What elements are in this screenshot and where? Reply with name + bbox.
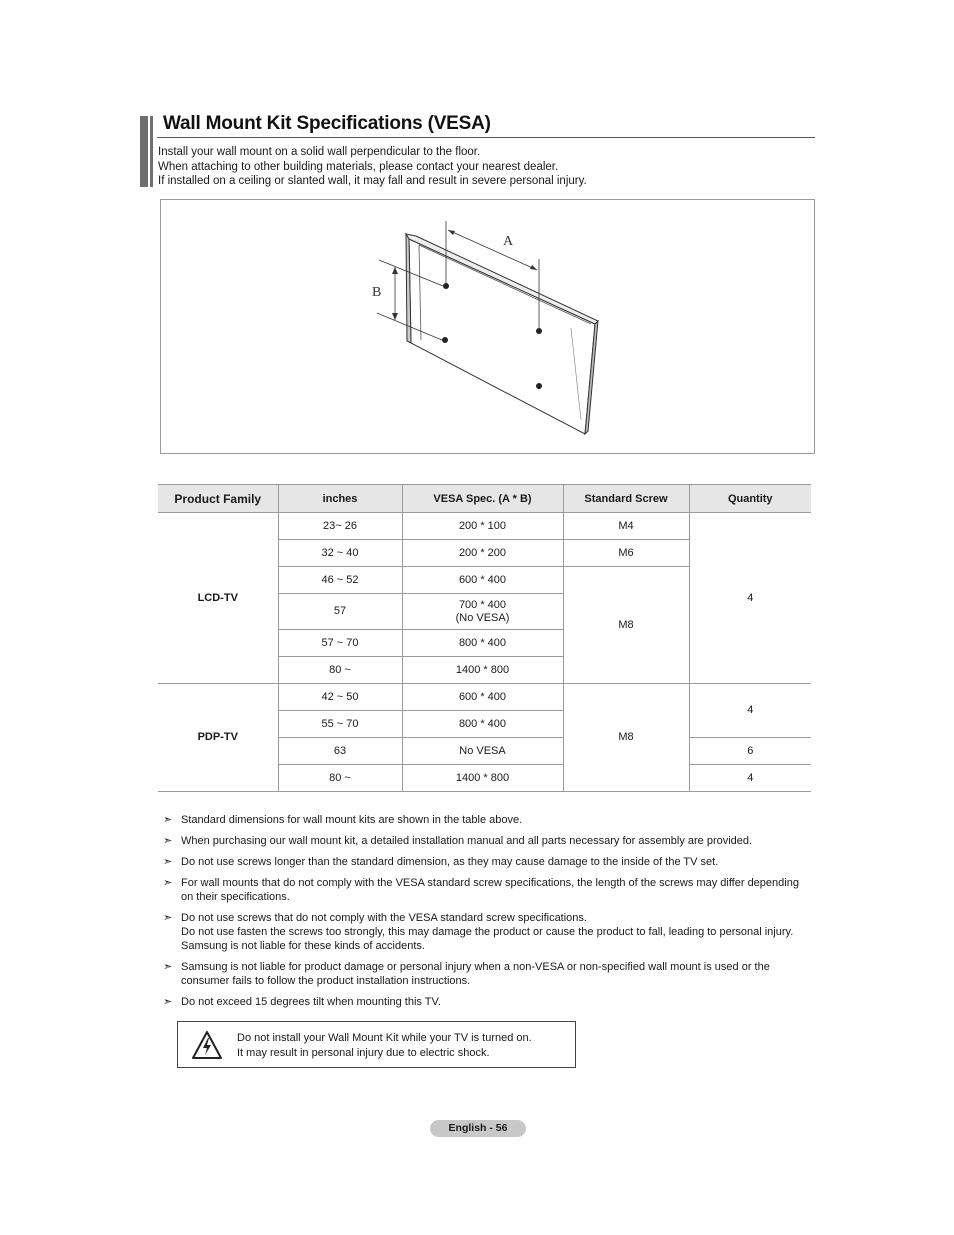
inches-cell: 23~ 26 bbox=[278, 513, 402, 540]
notes-list bbox=[163, 813, 813, 1016]
note-line: Do not use fasten the screws too strongly, this may damage the product or cause the product to fall, leading to personal injury. bbox=[181, 926, 794, 938]
vesa-cell: 1400 * 800 bbox=[402, 765, 563, 792]
note-line: For wall mounts that do not comply with the VESA standard screw specifications, the length of the screws may differ depending on their specifications. bbox=[181, 877, 799, 903]
intro-line: Install your wall mount on a solid wall perpendicular to the floor. bbox=[158, 146, 481, 158]
inches-cell: 57 bbox=[278, 594, 402, 630]
tv-rear-illustration bbox=[161, 200, 814, 453]
dimension-b-label: B bbox=[372, 285, 382, 300]
title-underline bbox=[157, 137, 815, 138]
note-arrow-icon: ➣ bbox=[163, 814, 173, 826]
intro-text bbox=[158, 145, 587, 189]
title-accent-bars bbox=[140, 116, 156, 187]
vesa-cell: 600 * 400 bbox=[402, 567, 563, 594]
family-cell: PDP-TV bbox=[158, 684, 278, 792]
screw-cell: M4 bbox=[563, 513, 689, 540]
page-number-badge: English - 56 bbox=[430, 1120, 526, 1137]
list-item bbox=[163, 960, 813, 988]
table-row bbox=[158, 513, 811, 540]
header-standard-screw: Standard Screw bbox=[563, 485, 689, 513]
note-arrow-icon: ➣ bbox=[163, 961, 173, 973]
dimension-a-arrowhead bbox=[530, 265, 537, 270]
dimension-b-arrowhead bbox=[392, 267, 398, 274]
list-item bbox=[163, 813, 813, 827]
intro-line: If installed on a ceiling or slanted wall, it may fall and result in severe personal injury. bbox=[158, 175, 587, 187]
inches-cell: 57 ~ 70 bbox=[278, 630, 402, 657]
accent-bar-thick bbox=[140, 116, 148, 187]
dimension-b-arrowhead bbox=[392, 313, 398, 320]
inches-cell: 46 ~ 52 bbox=[278, 567, 402, 594]
quantity-cell: 4 bbox=[689, 765, 811, 792]
mount-hole bbox=[536, 383, 542, 389]
quantity-cell: 4 bbox=[689, 513, 811, 684]
list-item bbox=[163, 911, 813, 953]
inches-cell: 42 ~ 50 bbox=[278, 684, 402, 711]
screw-cell: M8 bbox=[563, 684, 689, 792]
note-arrow-icon: ➣ bbox=[163, 856, 173, 868]
intro-line: When attaching to other building materials, please contact your nearest dealer. bbox=[158, 160, 559, 173]
vesa-cell: 800 * 400 bbox=[402, 630, 563, 657]
warning-line: It may result in personal injury due to electric shock. bbox=[237, 1047, 490, 1059]
vesa-cell: No VESA bbox=[402, 738, 563, 765]
note-line: When purchasing our wall mount kit, a detailed installation manual and all parts necessary for assembly are provided. bbox=[181, 835, 753, 847]
table-row bbox=[158, 684, 811, 711]
warning-text bbox=[237, 1031, 532, 1061]
inches-cell: 63 bbox=[278, 738, 402, 765]
inches-cell: 55 ~ 70 bbox=[278, 711, 402, 738]
vesa-cell: 800 * 400 bbox=[402, 711, 563, 738]
dimension-a-label: A bbox=[503, 234, 514, 249]
vesa-cell: 1400 * 800 bbox=[402, 657, 563, 684]
header-vesa-spec: VESA Spec. (A * B) bbox=[402, 485, 563, 513]
inches-cell: 80 ~ bbox=[278, 657, 402, 684]
vesa-cell: 200 * 200 bbox=[402, 540, 563, 567]
warning-box bbox=[177, 1021, 576, 1068]
list-item bbox=[163, 876, 813, 904]
inches-cell: 32 ~ 40 bbox=[278, 540, 402, 567]
quantity-cell: 6 bbox=[689, 738, 811, 765]
family-cell: LCD-TV bbox=[158, 513, 278, 684]
note-arrow-icon: ➣ bbox=[163, 835, 173, 847]
header-inches: inches bbox=[278, 485, 402, 513]
tv-back-panel bbox=[409, 239, 595, 434]
screw-cell: M8 bbox=[563, 567, 689, 684]
note-line: Do not exceed 15 degrees tilt when mounting this TV. bbox=[181, 996, 441, 1008]
dimension-a-arrowhead bbox=[448, 230, 455, 235]
vesa-spec-table bbox=[158, 484, 811, 792]
note-line: Standard dimensions for wall mount kits are shown in the table above. bbox=[181, 814, 523, 826]
table-header-row bbox=[158, 485, 811, 513]
note-arrow-icon: ➣ bbox=[163, 912, 173, 924]
note-line: Samsung is not liable for these kinds of accidents. bbox=[181, 940, 425, 952]
vesa-cell: 600 * 400 bbox=[402, 684, 563, 711]
note-line: Samsung is not liable for product damage or personal injury when a non-VESA or non-specified wall mount is used or the consumer fails to follow the product installation instructions. bbox=[181, 961, 770, 987]
screw-cell: M6 bbox=[563, 540, 689, 567]
warning-line: Do not install your Wall Mount Kit while your TV is turned on. bbox=[237, 1032, 532, 1044]
vesa-cell: 200 * 100 bbox=[402, 513, 563, 540]
accent-bar-thin bbox=[150, 116, 153, 187]
list-item bbox=[163, 855, 813, 869]
inches-cell: 80 ~ bbox=[278, 765, 402, 792]
page-title: Wall Mount Kit Specifications (VESA) bbox=[163, 113, 491, 134]
note-line: Do not use screws longer than the standard dimension, as they may cause damage to the inside of the TV set. bbox=[181, 856, 719, 868]
header-product-family: Product Family bbox=[158, 485, 278, 513]
electric-shock-warning-icon bbox=[191, 1030, 223, 1060]
wall-mount-figure bbox=[160, 199, 815, 454]
vesa-value: 700 * 400 bbox=[458, 598, 507, 611]
header-quantity: Quantity bbox=[689, 485, 811, 513]
note-line: Do not use screws that do not comply with the VESA standard screw specifications. bbox=[181, 912, 587, 924]
vesa-cell bbox=[402, 594, 563, 630]
note-arrow-icon: ➣ bbox=[163, 996, 173, 1008]
mount-hole bbox=[442, 337, 448, 343]
quantity-cell: 4 bbox=[689, 684, 811, 738]
note-arrow-icon: ➣ bbox=[163, 877, 173, 889]
list-item bbox=[163, 834, 813, 848]
vesa-note: (No VESA) bbox=[455, 611, 510, 624]
list-item bbox=[163, 995, 813, 1009]
